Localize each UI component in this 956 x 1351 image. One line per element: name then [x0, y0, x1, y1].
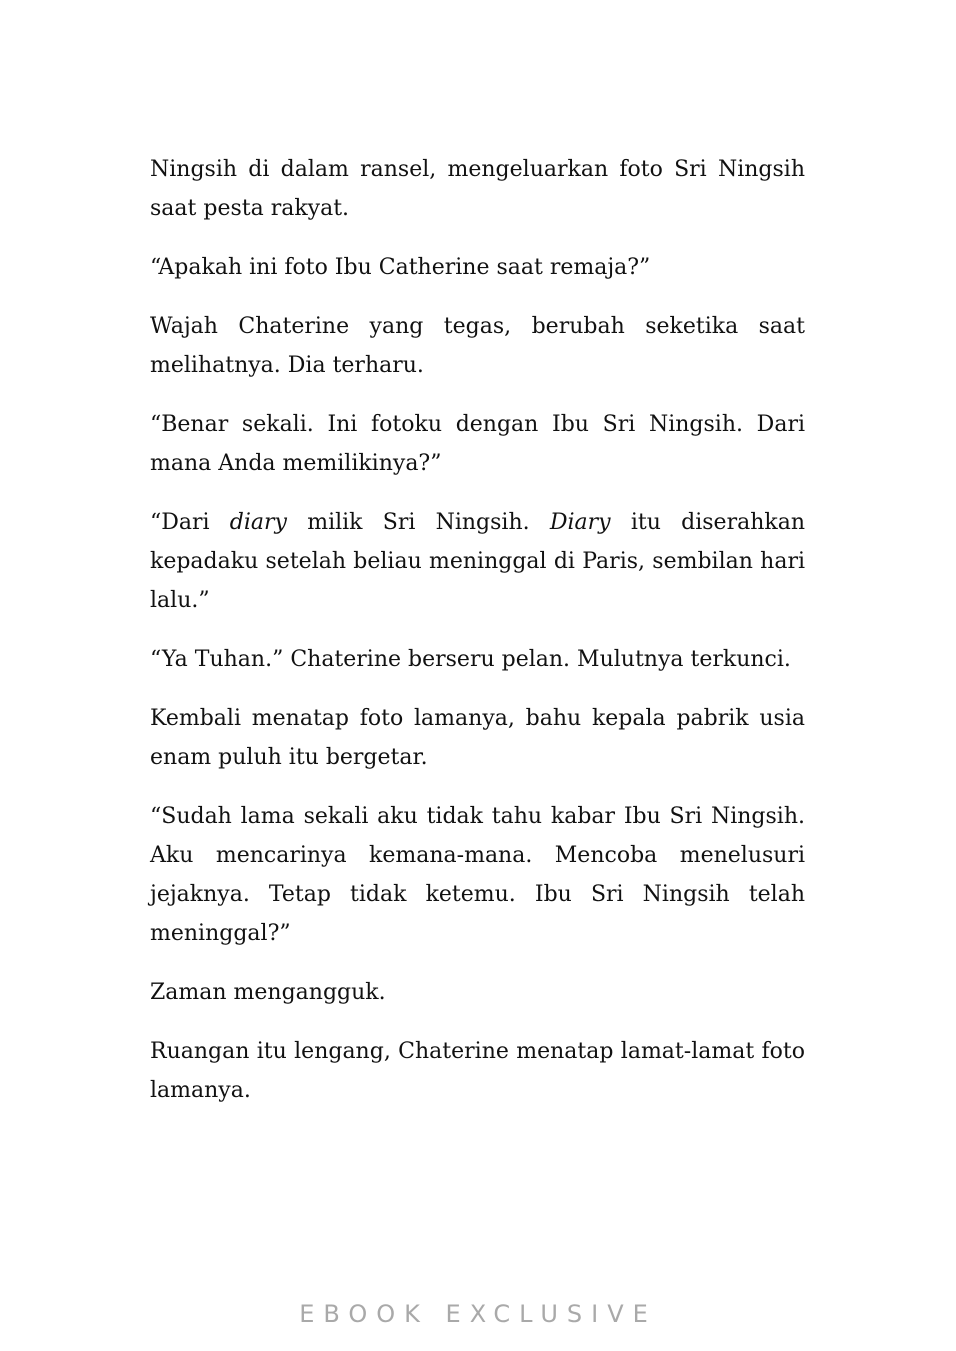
footer-watermark: EBOOK EXCLUSIVE: [299, 1300, 657, 1328]
paragraph-10: Ruangan itu lengang, Chaterine menatap lamat-lamat foto lamanya.: [150, 1039, 805, 1103]
paragraph-8: “Sudah lama sekali aku tidak tahu kabar Ibu Sri Ningsih. Aku mencarinya kemana-mana. Mencoba menelusuri jejaknya. Tetap tidak ketemu. Ibu Sri Ningsih telah meninggal?”: [150, 804, 805, 946]
paragraph-4: “Benar sekali. Ini fotoku dengan Ibu Sri Ningsih. Dari mana Anda memilikinya?”: [150, 412, 805, 476]
paragraph-1: Ningsih di dalam ransel, mengeluarkan foto Sri Ningsih saat pesta rakyat.: [150, 157, 805, 221]
paragraph-5-part-e: itu diserahkan kepadaku setelah beliau meninggal di Paris, sembilan hari lalu.”: [150, 510, 805, 613]
paragraph-5-part-c: milik Sri Ningsih.: [286, 510, 550, 535]
paragraph-9: Zaman mengangguk.: [150, 980, 386, 1005]
paragraph-2: “Apakah ini foto Ibu Catherine saat remaja?”: [150, 255, 651, 280]
paragraph-3: Wajah Chaterine yang tegas, berubah seketika saat melihatnya. Dia terharu.: [150, 314, 805, 378]
paragraph-5-italic-diary: diary: [229, 510, 287, 535]
paragraph-5-part-a: “Dari: [150, 510, 230, 535]
page-body: [150, 150, 805, 1130]
paragraph-5: [150, 503, 805, 620]
paragraph-6: “Ya Tuhan.” Chaterine berseru pelan. Mulutnya terkunci.: [150, 647, 791, 672]
paragraph-5-italic-diary-2: Diary: [549, 510, 611, 535]
paragraph-7: Kembali menatap foto lamanya, bahu kepala pabrik usia enam puluh itu bergetar.: [150, 706, 805, 770]
